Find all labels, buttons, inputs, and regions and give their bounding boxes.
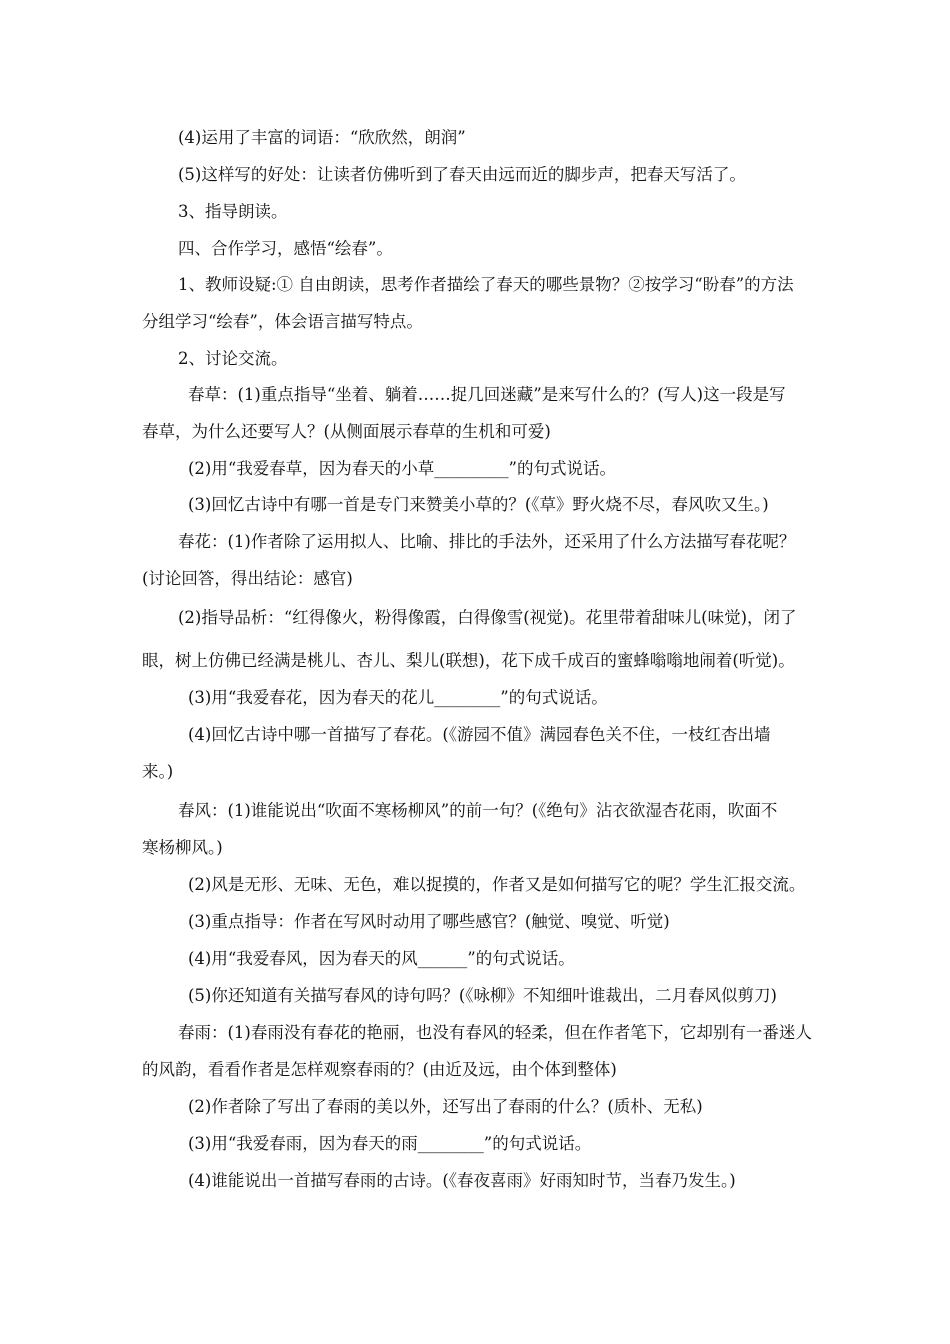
text-line: 分组学习“绘春”，体会语言描写特点。 xyxy=(142,312,423,331)
text-line: (3)回忆古诗中有哪一首是专门来赞美小草的？(《草》野火烧不尽，春风吹又生。) xyxy=(188,495,769,514)
section-heading: 四、合作学习，感悟“绘春”。 xyxy=(178,239,393,258)
text-line: 春花：(1)作者除了运用拟人、比喻、排比的手法外，还采用了什么方法描写春花呢？ xyxy=(178,532,796,551)
text-line: 来。) xyxy=(142,762,174,781)
text-line: (5)你还知道有关描写春风的诗句吗？(《咏柳》不知细叶谁裁出，二月春风似剪刀) xyxy=(188,986,777,1005)
text-line: (2)用“我爱春草，因为春天的小草_________”的句式说话。 xyxy=(188,459,616,478)
text-line: (3)重点指导：作者在写风时动用了哪些感官？(触觉、嗅觉、听觉) xyxy=(188,912,670,931)
text-line: 3、指导朗读。 xyxy=(178,202,288,221)
text-line: (3)用“我爱春雨，因为春天的雨________”的句式说话。 xyxy=(188,1134,592,1153)
text-line: 的风韵，看看作者是怎样观察春雨的？(由近及远，由个体到整体) xyxy=(142,1060,617,1079)
text-line: (2)作者除了写出了春雨的美以外，还写出了春雨的什么？(质朴、无私) xyxy=(188,1097,703,1116)
text-line: 春草，为什么还要写人？(从侧面展示春草的生机和可爱) xyxy=(142,422,551,441)
text-line: (4)谁能说出一首描写春雨的古诗。(《春夜喜雨》好雨知时节，当春乃发生。) xyxy=(188,1171,736,1190)
text-line: (4)回忆古诗中哪一首描写了春花。(《游园不值》满园春色关不住，一枝红杏出墙 xyxy=(188,725,771,744)
text-line: 寒杨柳风。) xyxy=(142,838,223,857)
text-line: (4)运用了丰富的词语：“欣欣然，朗润” xyxy=(178,128,466,147)
text-line: 春风：(1)谁能说出“吹面不寒杨柳风”的前一句？(《绝句》沾衣欲湿杏花雨，吹面不 xyxy=(178,801,778,820)
text-line: 眼，树上仿佛已经满是桃儿、杏儿、梨儿(联想)，花下成千成百的蜜蜂嗡嗡地闹着(听觉)。 xyxy=(142,651,795,670)
text-line: (5)这样写的好处：让读者仿佛听到了春天由远而近的脚步声，把春天写活了。 xyxy=(178,165,746,184)
text-line: 1、教师设疑:① 自由朗读，思考作者描绘了春天的哪些景物？②按学习“盼春”的方法 xyxy=(178,275,794,294)
text-line: (4)用“我爱春风，因为春天的风______”的句式说话。 xyxy=(188,949,575,968)
text-line: (2)风是无形、无味、无色，难以捉摸的，作者又是如何描写它的呢？学生汇报交流。 xyxy=(188,875,806,894)
text-line: (讨论回答，得出结论：感官) xyxy=(142,569,353,588)
text-line: 2、讨论交流。 xyxy=(178,349,288,368)
text-line: (2)指导品析：“红得像火，粉得像霞，白得像雪(视觉)。花里带着甜味儿(味觉)，闭了 xyxy=(178,608,797,627)
text-line: 春雨：(1)春雨没有春花的艳丽，也没有春风的轻柔，但在作者笔下，它却别有一番迷人 xyxy=(178,1023,812,1042)
text-line: (3)用“我爱春花，因为春天的花儿________”的句式说话。 xyxy=(188,688,608,707)
text-line: 春草：(1)重点指导“坐着、躺着……捉几回迷藏”是来写什么的？(写人)这一段是写 xyxy=(188,385,786,404)
